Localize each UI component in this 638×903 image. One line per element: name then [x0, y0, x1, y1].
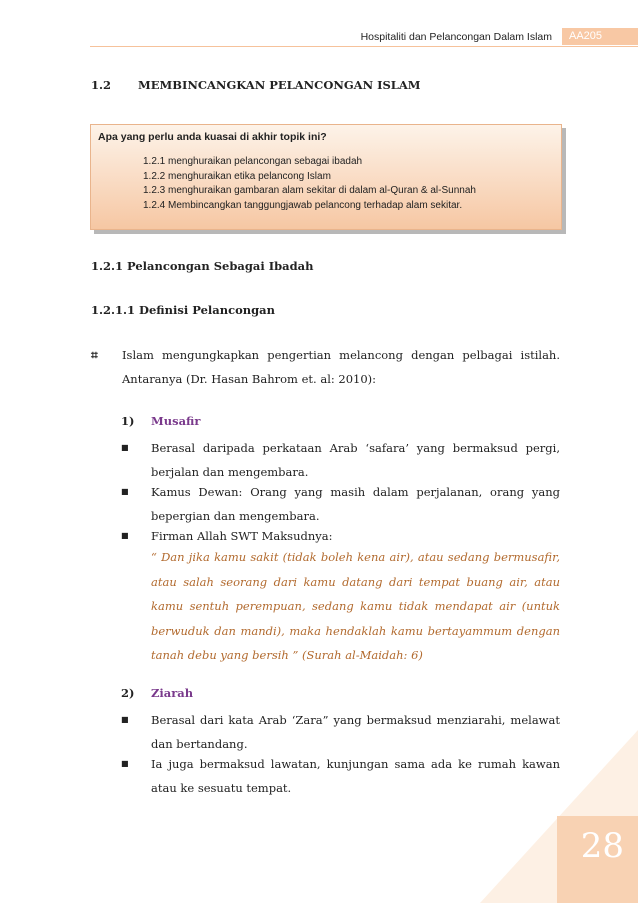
objectives-title: Apa yang perlu anda kuasai di akhir topik ini? [98, 131, 327, 143]
objective-item: 1.2.2 menghuraikan etika pelancong Islam [143, 170, 331, 182]
square-bullet-icon: ■ [121, 715, 129, 724]
bullet-line: dan bertandang. [151, 737, 248, 751]
bullet-text [151, 436, 560, 484]
hash-bullet-icon: ⌗ [91, 348, 98, 362]
bullet-line: Firman Allah SWT Maksudnya: [151, 529, 333, 543]
subsection-heading: 1.2.1 Pelancongan Sebagai Ibadah [91, 259, 314, 273]
bullet-text [151, 708, 560, 756]
header-divider [90, 46, 638, 47]
objective-item: 1.2.4 Membincangkan tanggungjawab pelancong terhadap alam sekitar. [143, 199, 463, 211]
square-bullet-icon: ■ [121, 531, 129, 540]
intro-paragraph [122, 343, 560, 391]
bullet-line: Kamus Dewan: Orang yang masih dalam perjalanan, orang yang [151, 485, 560, 499]
term-title: Musafir [151, 414, 201, 428]
objective-item: 1.2.3 menghuraikan gambaran alam sekitar di dalam al-Quran & al-Sunnah [143, 185, 476, 196]
bullet-line: berjalan dan mengembara. [151, 465, 309, 479]
term-number: 2) [121, 686, 135, 700]
objectives-list [143, 155, 476, 213]
bullet-line: bepergian dan mengembara. [151, 509, 320, 523]
square-bullet-icon: ■ [121, 443, 129, 452]
intro-line: Antaranya (Dr. Hasan Bahrom et. al: 2010): [122, 372, 377, 386]
page-number: 28 [580, 826, 624, 866]
bullet-line: Berasal daripada perkataan Arab ‘safara’ yang bermaksud pergi, [151, 441, 560, 455]
quote-line: atau salah seorang dari kamu datang dari tempat buang air, atau [151, 574, 560, 589]
learning-objectives-box [90, 124, 562, 230]
quote-line: “ Dan jika kamu sakit (tidak boleh kena air), atau sedang bermusafir, [151, 550, 560, 564]
quote-line: berwuduk dan mandi), maka hendaklah kamu bertayammum dengan [151, 623, 560, 638]
section-title: MEMBINCANGKAN PELANCONGAN ISLAM [138, 78, 421, 92]
bullet-line: Berasal dari kata Arab ‘Zara” yang bermaksud menziarahi, melawat [151, 713, 560, 727]
objective-item: 1.2.1 menghuraikan pelancongan sebagai ibadah [143, 156, 363, 167]
term-heading-ziarah [121, 686, 193, 700]
bullet-line: Ia juga bermaksud lawatan, kunjungan sama ada ke rumah kawan [151, 757, 560, 771]
quran-quote [151, 545, 560, 668]
subsubsection-heading: 1.2.1.1 Definisi Pelancongan [91, 303, 275, 317]
bullet-text [151, 480, 560, 528]
quote-line: kamu sentuh perempuan, sedang kamu tidak mendapat air (untuk [151, 599, 560, 613]
bullet-line: atau ke sesuatu tempat. [151, 781, 292, 795]
running-header-title: Hospitaliti dan Pelancongan Dalam Islam [360, 31, 552, 43]
intro-line: Islam mengungkapkan pengertian melancong dengan pelbagai istilah. [122, 348, 560, 362]
square-bullet-icon: ■ [121, 759, 129, 768]
term-title: Ziarah [151, 686, 194, 700]
section-heading [91, 78, 421, 92]
square-bullet-icon: ■ [121, 487, 129, 496]
page-number-box [557, 816, 638, 903]
course-code-badge: AA205 [562, 28, 638, 45]
bullet-text [151, 752, 560, 800]
term-number: 1) [121, 414, 135, 428]
term-heading-musafir [121, 414, 200, 428]
section-number: 1.2 [91, 78, 112, 92]
quote-line: tanah debu yang bersih ” (Surah al-Maidah: 6) [151, 648, 423, 662]
